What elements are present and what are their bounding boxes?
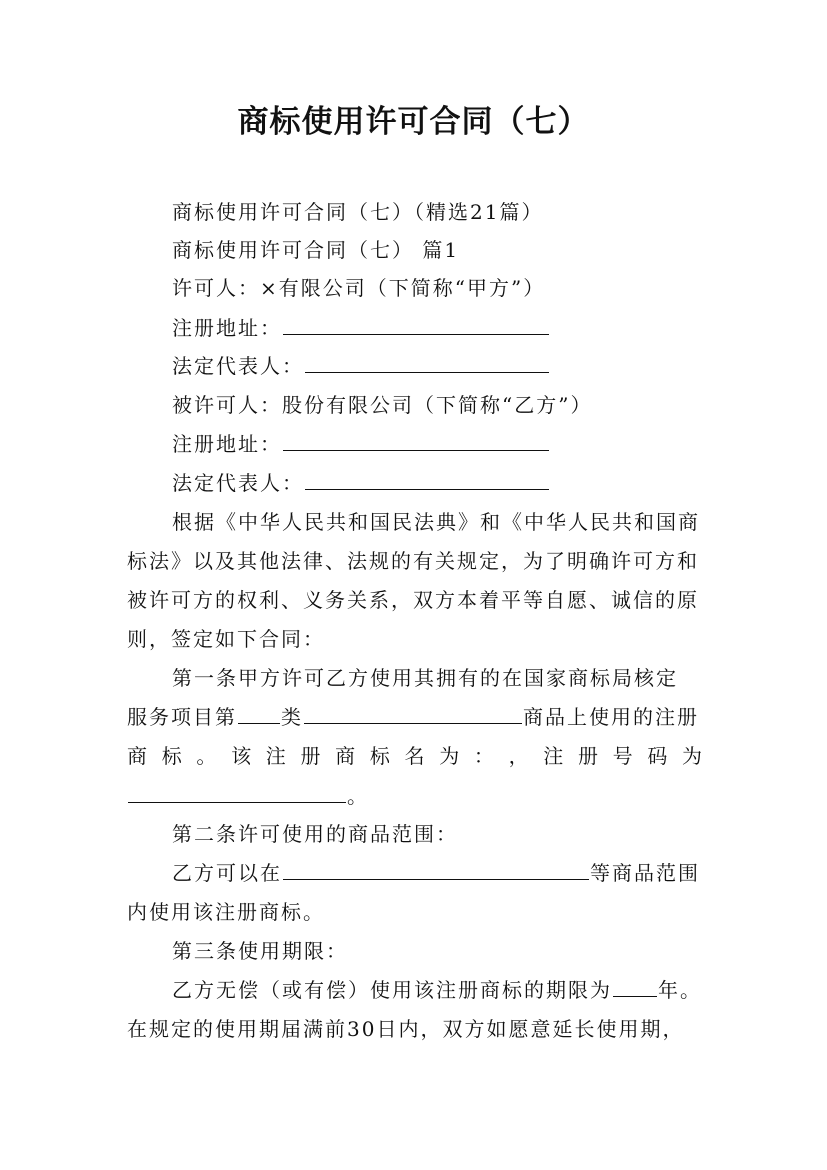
article1-class-label: 类 — [281, 705, 303, 729]
article1-goods-blank — [304, 703, 522, 724]
licensor-address-line — [172, 314, 550, 342]
article2-heading: 第二条许可使用的商品范围： — [172, 822, 458, 846]
document-subtitle: 商标使用许可合同（七）（精选21篇） — [172, 200, 544, 224]
licensee-address-blank — [283, 430, 549, 451]
licensor-rep-line — [172, 352, 550, 380]
licensor-line: 许可人：×有限公司（下简称“甲方”） — [172, 276, 546, 300]
article1-line-3 — [127, 742, 702, 770]
preamble-line-3: 被许可方的权利、义务关系，双方本着平等自愿、诚信的原 — [127, 588, 699, 612]
article1-line3-char: 册 — [577, 744, 598, 768]
licensee-rep-label: 法定代表人： — [172, 471, 304, 495]
preamble-line-4: 则，签定如下合同： — [127, 627, 325, 651]
article3-heading: 第三条使用期限： — [172, 939, 348, 963]
article3-term-label: 乙方无偿（或有偿）使用该注册商标的期限为 — [172, 978, 612, 1002]
article3-line-2: 在规定的使用期届满前30日内，双方如愿意延长使用期， — [127, 1017, 685, 1041]
article1-line-end: 。 — [347, 784, 369, 808]
licensor-rep-blank — [305, 352, 549, 373]
article1-line-2 — [127, 703, 699, 731]
licensor-rep-label: 法定代表人： — [172, 354, 304, 378]
article1-line3-char: 册 — [300, 744, 321, 768]
article1-line3-char: 为 — [439, 744, 460, 768]
article1-goods-label: 商品上使用的注册 — [523, 705, 699, 729]
article2-line-2: 内使用该注册商标。 — [127, 900, 325, 924]
licensor-address-blank — [283, 314, 549, 335]
article1-service-label: 服务项目第 — [127, 705, 237, 729]
article3-line-1 — [172, 976, 702, 1004]
article1-class-blank — [238, 703, 280, 724]
article2-scope-end: 等商品范围 — [590, 861, 700, 885]
article1-regno-blank — [128, 782, 346, 803]
section-heading: 商标使用许可合同（七） 篇1 — [172, 238, 460, 262]
article1-line3-char: 标 — [161, 744, 182, 768]
article2-line-1 — [172, 859, 700, 887]
article1-line-1: 第一条甲方许可乙方使用其拥有的在国家商标局核定 — [172, 666, 678, 690]
article1-line-4 — [127, 782, 369, 810]
licensee-rep-line — [172, 469, 550, 497]
article1-line3-char: 码 — [647, 744, 668, 768]
article1-line3-char: 。 — [196, 744, 217, 768]
article3-term-end: 年。 — [658, 978, 702, 1002]
licensor-address-label: 注册地址： — [172, 316, 282, 340]
licensee-line: 被许可人：股份有限公司（下简称“乙方”） — [172, 393, 593, 417]
article1-line3-char: 注 — [265, 744, 286, 768]
licensee-address-label: 注册地址： — [172, 432, 282, 456]
article1-line3-char: ， — [508, 744, 529, 768]
article1-line3-char: ： — [473, 744, 494, 768]
preamble-line-1: 根据《中华人民共和国民法典》和《中华人民共和国商 — [172, 510, 700, 534]
article1-line3-char: 该 — [231, 744, 252, 768]
licensee-address-line — [172, 430, 550, 458]
preamble-line-2: 标法》以及其他法律、法规的有关规定，为了明确许可方和 — [127, 549, 699, 573]
article1-line3-char: 标 — [369, 744, 390, 768]
article1-line3-char: 注 — [543, 744, 564, 768]
article1-line3-char: 商 — [335, 744, 356, 768]
article3-years-blank — [613, 976, 657, 997]
article2-scope-label: 乙方可以在 — [172, 861, 282, 885]
article1-line3-char: 商 — [127, 744, 147, 768]
licensee-rep-blank — [305, 469, 549, 490]
article1-line3-char: 名 — [404, 744, 425, 768]
article1-line3-char: 号 — [612, 744, 633, 768]
article1-line3-char: 为 — [682, 744, 702, 768]
article2-scope-blank — [283, 859, 589, 880]
document-title: 商标使用许可合同（七） — [237, 104, 590, 140]
